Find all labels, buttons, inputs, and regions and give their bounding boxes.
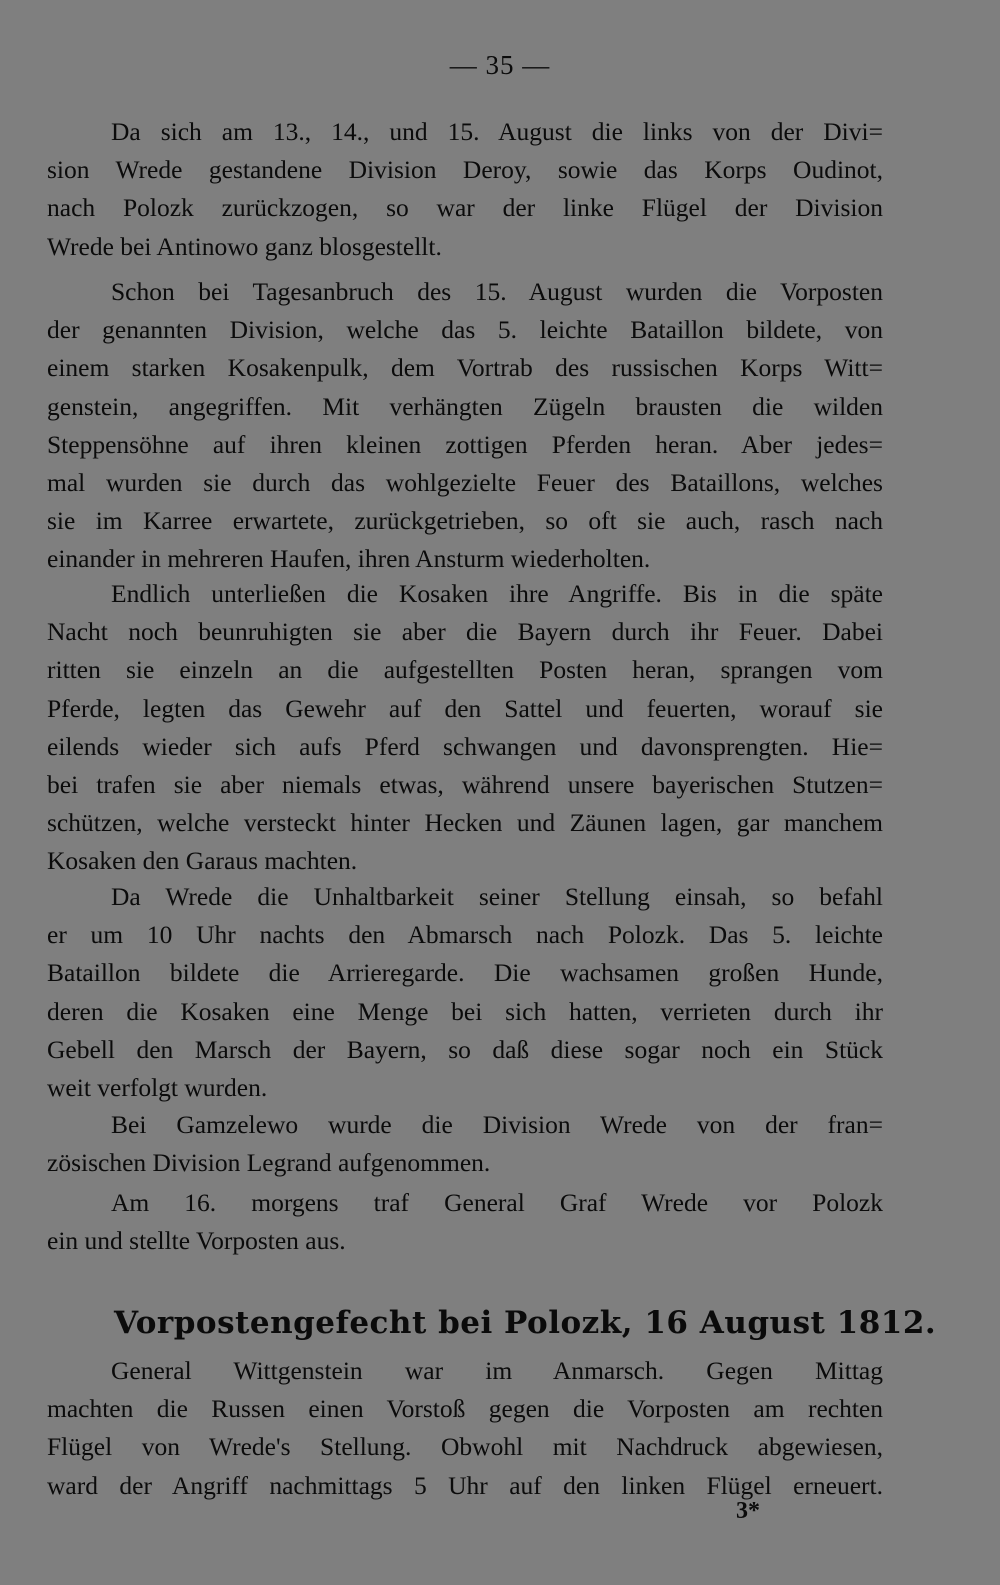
page-number: — 35 — <box>449 50 551 80</box>
text-line: eilends wieder sich aufs Pferd schwangen und davonsprengten. Hie= <box>47 731 883 761</box>
section-heading: Vorpostengefecht bei Polozk, 16 August 1812. <box>114 1305 937 1341</box>
text-line: genstein, angegriffen. Mit verhängten Zügeln brausten die wilden <box>47 391 883 421</box>
text-line: Endlich unterließen die Kosaken ihre Angriffe. Bis in die späte <box>111 579 883 608</box>
text-line: er um 10 Uhr nachts den Abmarsch nach Polozk. Das 5. leichte <box>47 920 883 950</box>
paragraph-5 <box>47 1106 883 1182</box>
text-line: bei trafen sie aber niemals etwas, während unsere bayerischen Stutzen= <box>47 769 883 799</box>
signature-mark: 3* <box>736 1498 760 1524</box>
text-line: Gebell den Marsch der Bayern, so daß diese sogar noch ein Stück <box>47 1034 883 1064</box>
text-line: Da sich am 13., 14., und 15. August die links von der Divi= <box>111 117 883 146</box>
text-line: Kosaken den Garaus machten. <box>47 846 358 876</box>
text-line: schützen, welche versteckt hinter Hecken und Zäunen lagen, gar manchem <box>47 808 883 838</box>
text-line: Am 16. morgens traf General Graf Wrede vor Polozk <box>111 1188 883 1217</box>
paragraph-3 <box>47 575 883 881</box>
text-line: Schon bei Tagesanbruch des 15. August wurden die Vorposten <box>111 277 883 306</box>
text-line: deren die Kosaken eine Menge bei sich hatten, verrieten durch ihr <box>47 996 883 1026</box>
text-line: ein und stellte Vorposten aus. <box>47 1226 346 1256</box>
paragraph-1 <box>47 113 883 266</box>
text-line: Nacht noch beunruhigten sie aber die Bayern durch ihr Feuer. Dabei <box>47 617 883 647</box>
text-line: einem starken Kosakenpulk, dem Vortrab des russischen Korps Witt= <box>47 353 883 383</box>
text-line: sie im Karree erwartete, zurückgetrieben, so oft sie auch, rasch nach <box>47 506 883 536</box>
text-line: Da Wrede die Unhaltbarkeit seiner Stellung einsah, so befahl <box>111 882 883 911</box>
text-line: General Wittgenstein war im Anmarsch. Gegen Mittag <box>111 1356 883 1385</box>
text-line: zösischen Division Legrand aufgenommen. <box>47 1148 491 1178</box>
text-line: Bataillon bildete die Arrieregarde. Die wachsamen großen Hunde, <box>47 958 883 988</box>
paragraph-final <box>47 1352 883 1505</box>
text-line: machten die Russen einen Vorstoß gegen die Vorposten am rechten <box>47 1394 883 1424</box>
text-line: Wrede bei Antinowo ganz blosgestellt. <box>47 231 442 261</box>
text-line: mal wurden sie durch das wohlgezielte Feuer des Bataillons, welches <box>47 467 883 497</box>
text-line: Pferde, legten das Gewehr auf den Sattel und feuerten, worauf sie <box>47 693 883 723</box>
text-line: Bei Gamzelewo wurde die Division Wrede von der fran= <box>111 1110 883 1139</box>
text-line: ward der Angriff nachmittags 5 Uhr auf den linken Flügel erneuert. <box>47 1470 883 1500</box>
text-line: einander in mehreren Haufen, ihren Ansturm wiederholten. <box>47 544 651 574</box>
text-line: Steppensöhne auf ihren kleinen zottigen Pferden heran. Aber jedes= <box>47 429 883 459</box>
paragraph-6 <box>47 1184 883 1260</box>
text-line: weit verfolgt wurden. <box>47 1072 268 1102</box>
text-line: Flügel von Wrede's Stellung. Obwohl mit Nachdruck abgewiesen, <box>47 1432 883 1462</box>
paragraph-2 <box>47 273 883 579</box>
text-line: nach Polozk zurückzogen, so war der linke Flügel der Division <box>47 193 883 223</box>
paragraph-4 <box>47 878 883 1107</box>
text-line: ritten sie einzeln an die aufgestellten Posten heran, sprangen vom <box>47 655 883 685</box>
text-line: der genannten Division, welche das 5. leichte Bataillon bildete, von <box>47 315 883 345</box>
text-line: sion Wrede gestandene Division Deroy, sowie das Korps Oudinot, <box>47 155 883 185</box>
